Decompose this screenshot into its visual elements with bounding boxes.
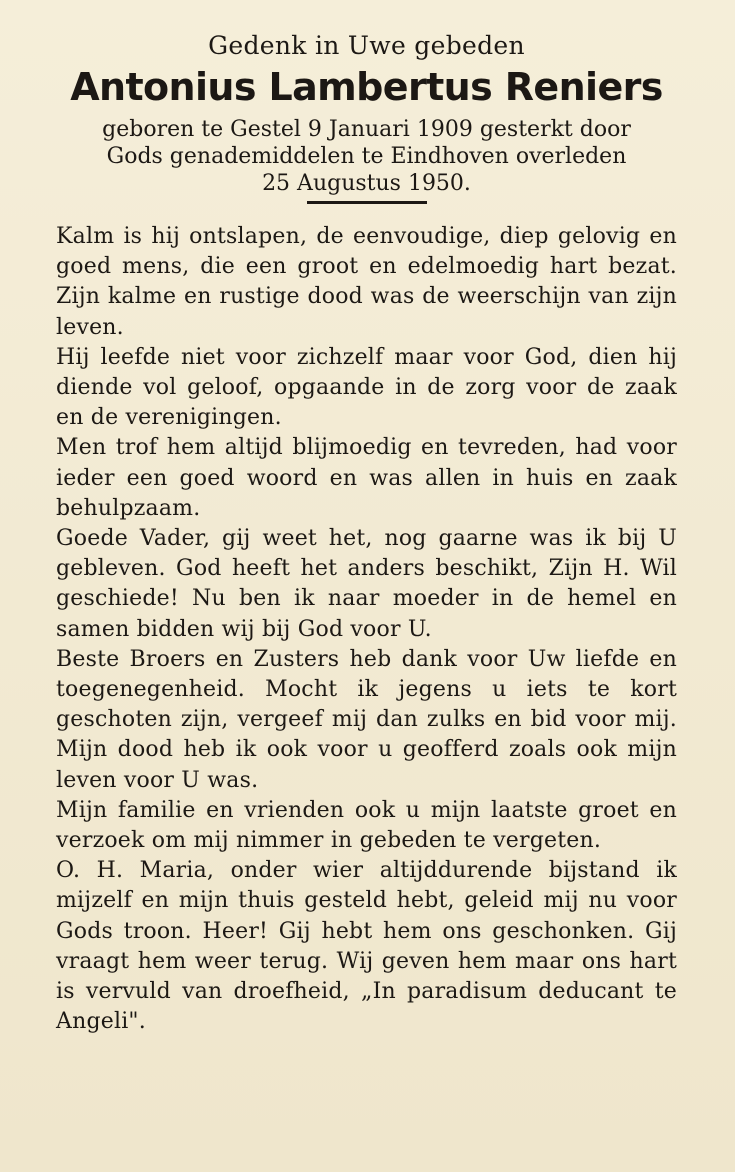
- memorial-text: [56, 222, 677, 1037]
- paragraph: Beste Broers en Zusters heb dank voor Uw liefde en toegenegenheid. Mocht ik jegens u iets te kort geschoten zijn, vergeef mij dan zulks en bid voor mij. Mijn dood heb ik ook voor u geofferd zoals ook mijn leven voor U was.: [56, 646, 677, 793]
- intro-line: Gedenk in Uwe gebeden: [208, 31, 525, 60]
- divider-rule: [307, 201, 427, 204]
- dates-line-1: geboren te Gestel 9 Januari 1909 gesterkt door: [102, 117, 631, 142]
- paragraph: Goede Vader, gij weet het, nog gaarne was ik bij U gebleven. God heeft het anders beschikt, Zijn H. Wil geschiede! Nu ben ik naar moeder in de hemel en samen bidden wij bij God voor U.: [56, 526, 677, 642]
- birth-death-dates: [56, 116, 677, 197]
- paragraph: Men trof hem altijd blijmoedig en tevreden, had voor ieder een goed woord en was allen in huis en zaak behulpzaam.: [56, 435, 677, 521]
- card-header: [56, 30, 677, 204]
- dates-line-2: Gods genademiddelen te Eindhoven overleden: [106, 144, 627, 169]
- paragraph: Mijn familie en vrienden ook u mijn laatste groet en verzoek om mij nimmer in gebeden te vergeten.: [56, 797, 677, 854]
- deceased-name: Antonius Lambertus Reniers: [70, 65, 663, 109]
- paragraph: O. H. Maria, onder wier altijddurende bijstand ik mijzelf en mijn thuis gesteld hebt, geleid mij nu voor Gods troon. Heer! Gij hebt hem ons geschonken. Gij vraagt hem weer terug. Wij geven hem maar ons hart is vervuld van droefheid, „In paradisum deducant te Angeli".: [56, 858, 677, 1035]
- paragraph: Kalm is hij ontslapen, de eenvoudige, diep gelovig en goed mens, die een groot en edelmoedig hart bezat. Zijn kalme en rustige dood was de weerschijn van zijn leven.: [56, 224, 677, 340]
- dates-line-3: 25 Augustus 1950.: [262, 171, 471, 196]
- paragraph: Hij leefde niet voor zichzelf maar voor God, dien hij diende vol geloof, opgaande in de zorg voor de zaak en de verenigingen.: [56, 344, 677, 431]
